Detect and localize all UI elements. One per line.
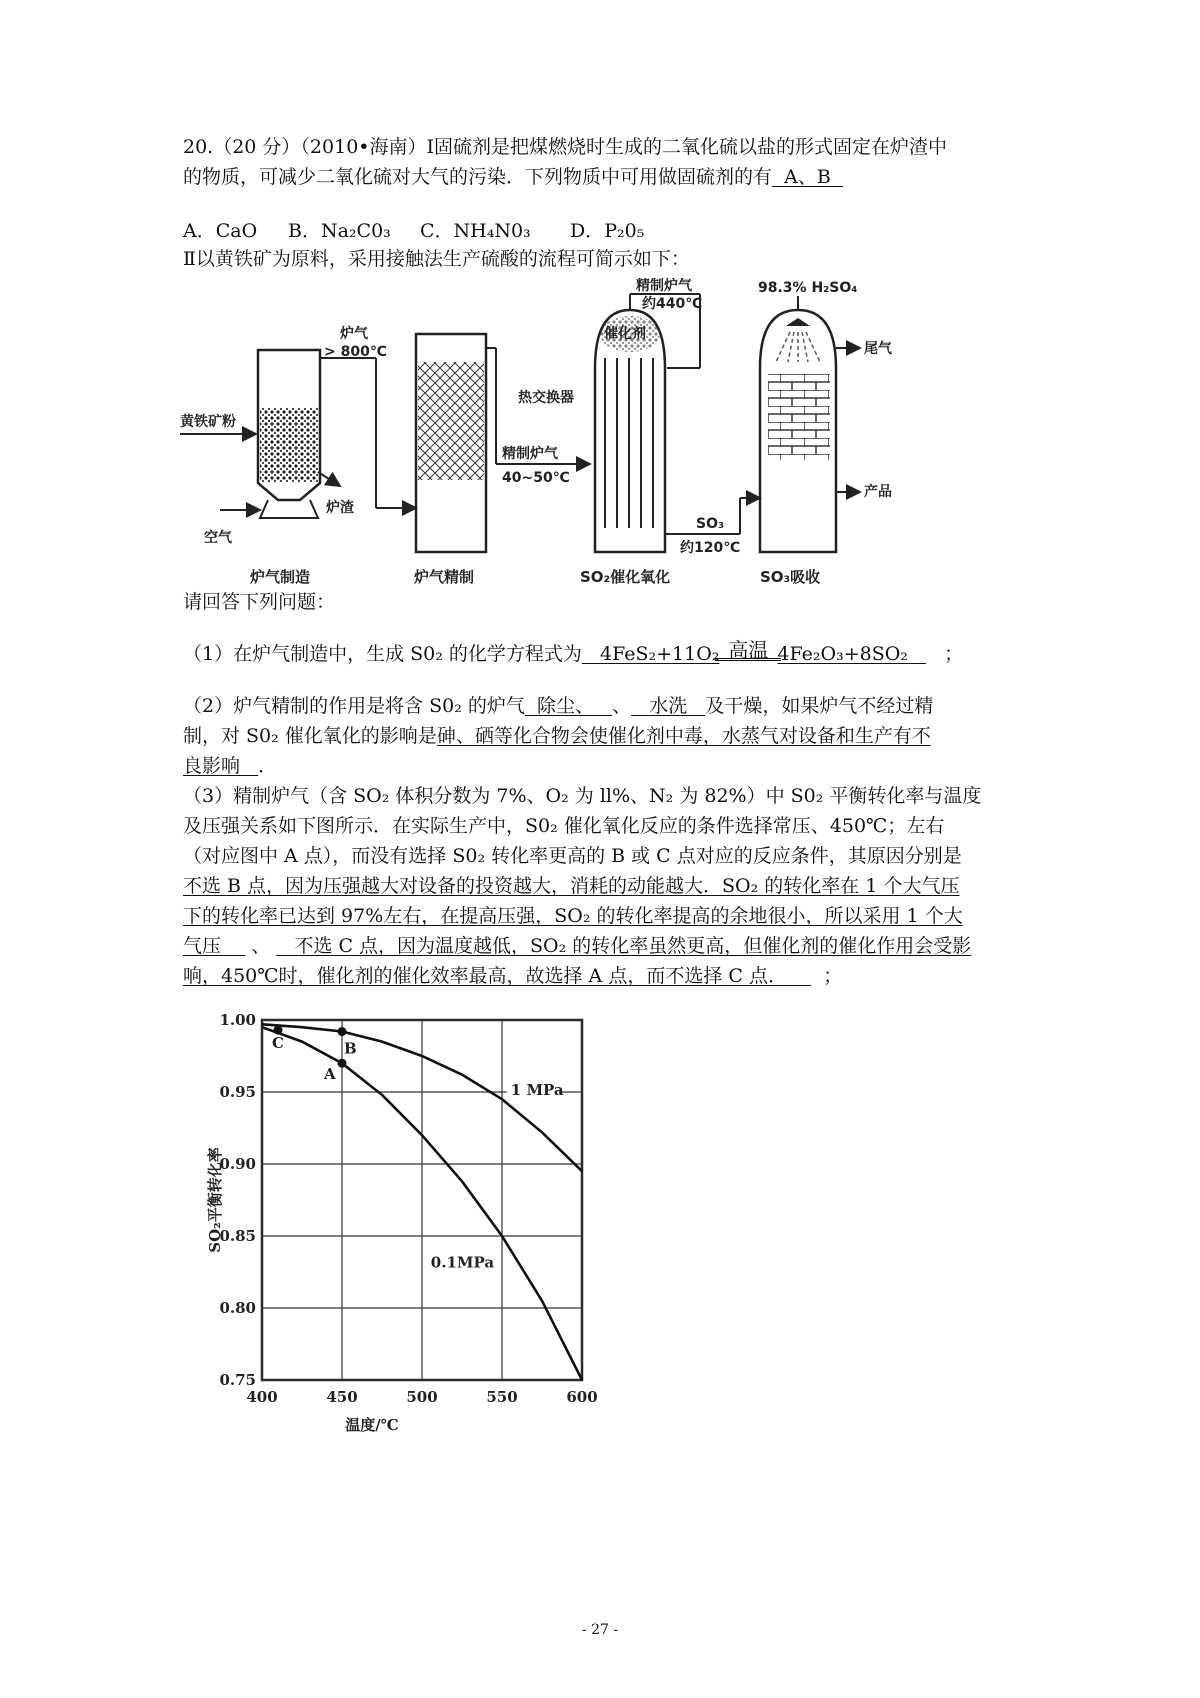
answer-blank <box>525 695 612 717</box>
chart-grid <box>262 1020 582 1380</box>
question-2-line3 <box>183 752 1031 781</box>
caption-refining: 炉气精制 <box>414 568 475 586</box>
label-tail-gas: 尾气 <box>864 341 892 357</box>
option-d: D．P₂0₅ <box>570 220 645 242</box>
question-3-line2: 及压强关系如下图所示．在实际生产中，S0₂ 催化氧化反应的条件选择常压、450℃；左右 <box>183 815 945 837</box>
x-axis-label: 温度/℃ <box>345 1416 399 1434</box>
y-tick-label: 0.95 <box>219 1083 256 1101</box>
option-c: C．NH₄N0₃ <box>420 220 531 242</box>
series-label: 1 MPa <box>510 1080 564 1099</box>
label-800: > 800℃ <box>324 344 387 360</box>
questions-intro: 请回答下列问题： <box>183 591 336 613</box>
question-3-line1: （3）精制炉气（含 SO₂ 体积分数为 7%、O₂ 为 ll%、N₂ 为 82%）中 S0₂ 平衡转化率与温度 <box>183 785 982 807</box>
x-tick-label: 600 <box>566 1388 598 1406</box>
x-tick-label: 550 <box>486 1388 518 1406</box>
question-3-answer-line4 <box>183 962 1031 991</box>
chart-ticks <box>219 1011 597 1406</box>
y-tick-label: 0.90 <box>219 1155 256 1173</box>
label-refined-gas-top: 精制炉气 <box>636 278 692 294</box>
label-heat-exchanger: 热交换器 <box>518 390 574 406</box>
answer-blank <box>183 965 811 987</box>
y-tick-label: 0.80 <box>219 1299 256 1317</box>
point-label: A <box>324 1065 336 1084</box>
equation-reactants: 4FeS₂+11O₂ <box>600 643 720 665</box>
label-catalyst: 催化剂 <box>604 326 646 342</box>
answer-blank <box>183 755 258 777</box>
answer-blank <box>183 935 245 957</box>
y-tick-label: 0.75 <box>219 1371 256 1389</box>
question-text: 及干燥，如果炉气不经过精 <box>705 695 934 717</box>
answer-text: 除尘、 <box>536 695 594 717</box>
label-air: 空气 <box>204 530 232 546</box>
label-acid: 98.3% H₂SO₄ <box>758 280 858 296</box>
label-slag: 炉渣 <box>326 500 354 516</box>
option-b: B．Na₂C0₃ <box>288 220 391 242</box>
furnace-unit <box>180 350 416 518</box>
punctuation: 、 <box>612 695 632 717</box>
label-4050: 40~50℃ <box>502 470 570 486</box>
equation-condition: 高温 <box>728 638 769 662</box>
question-2-line2 <box>183 722 1031 751</box>
x-tick-label: 500 <box>406 1388 438 1406</box>
option-a: A．CaO <box>183 220 258 242</box>
punctuation: ． <box>258 755 278 777</box>
question-3-answer-line1: 不选 B 点，因为压强越大对设备的投资越大，消耗的动能越大．SO₂ 的转化率在 1 个大气压 <box>183 875 960 897</box>
answer-text: 水洗 <box>649 695 688 717</box>
refining-tower <box>416 334 590 552</box>
y-tick-label: 1.00 <box>219 1011 256 1029</box>
label-so3: SO₃ <box>696 516 725 532</box>
answer-blank <box>276 935 971 957</box>
answer-text: 砷、硒等化合物会使催化剂中毒，水蒸气对设备和生产有不 <box>436 725 931 747</box>
caption-oxidation: SO₂催化氧化 <box>580 568 671 586</box>
label-120: 约120℃ <box>680 540 741 556</box>
absorption-tower <box>760 296 860 552</box>
answer-text: A、B <box>784 166 831 188</box>
punctuation: ； <box>944 643 964 665</box>
point-label: B <box>344 1039 357 1058</box>
y-axis-label: SO₂平衡转化率 <box>206 1147 224 1253</box>
x-tick-label: 400 <box>246 1388 278 1406</box>
y-tick-label: 0.85 <box>219 1227 256 1245</box>
data-point <box>338 1059 347 1068</box>
data-point <box>338 1027 347 1036</box>
punctuation: 、 <box>251 935 271 957</box>
answer-text: 良影响 <box>183 755 241 777</box>
answer-blank <box>772 166 843 188</box>
question-text: （2）炉气精制的作用是将含 S0₂ 的炉气 <box>183 695 525 717</box>
punctuation: ； <box>823 965 843 987</box>
x-tick-label: 450 <box>326 1388 358 1406</box>
question-20-line1: 20.（20 分）（2010•海南）Ⅰ固硫剂是把煤燃烧时生成的二氧化硫以盐的形式固定在炉渣中 <box>183 136 948 158</box>
question-text: 制，对 S0₂ 催化氧化的影响是 <box>183 725 437 747</box>
sulfuric-acid-flow-diagram <box>180 278 980 596</box>
answer-text: 响，450℃时，催化剂的催化效率最高，故选择 A 点，而不选择 C 点． <box>183 965 787 987</box>
equation-blank <box>582 638 926 665</box>
caption-furnace: 炉气制造 <box>250 568 311 586</box>
answer-text: 不选 C 点，因为温度越低，SO₂ 的转化率虽然更高，但催化剂的催化作用会受影 <box>294 935 972 957</box>
label-pyrite: 黄铁矿粉 <box>180 414 236 430</box>
question-3-line3: （对应图中 A 点），而没有选择 S0₂ 转化率更高的 B 或 C 点对应的反应条件，其原因分别是 <box>183 845 962 867</box>
label-440: 约440℃ <box>642 296 703 312</box>
series-label: 0.1MPa <box>430 1253 495 1272</box>
question-text: 的物质，可减少二氧化硫对大气的污染．下列物质中可用做固硫剂的有 <box>183 166 773 188</box>
answer-text: 气压 <box>183 935 222 957</box>
question-text: （1）在炉气制造中，生成 S0₂ 的化学方程式为 <box>183 643 582 665</box>
equation-products: 4Fe₂O₃+8SO₂ <box>777 643 908 665</box>
question-20-line2 <box>183 163 1031 192</box>
label-product: 产品 <box>864 484 892 500</box>
page-number: - 27 - <box>581 1622 619 1638</box>
point-label: C <box>272 1034 284 1053</box>
question-3-answer-line3 <box>183 932 1031 961</box>
caption-absorption: SO₃吸收 <box>760 568 821 586</box>
question-1 <box>183 640 1031 669</box>
question-3-answer-line2: 下的转化率已达到 97%左右，在提高压强，SO₂ 的转化率提高的余地很小，所以采用 1 个大 <box>183 905 963 927</box>
question-2-line1 <box>183 692 1031 721</box>
part-2-intro: Ⅱ以黄铁矿为原料，采用接触法生产硫酸的流程可简示如下： <box>183 248 690 270</box>
label-furnace-gas: 炉气 <box>340 326 368 342</box>
conversion-rate-chart <box>200 1010 600 1470</box>
answer-blank <box>631 695 705 717</box>
label-refined-gas-mid: 精制炉气 <box>502 446 558 462</box>
